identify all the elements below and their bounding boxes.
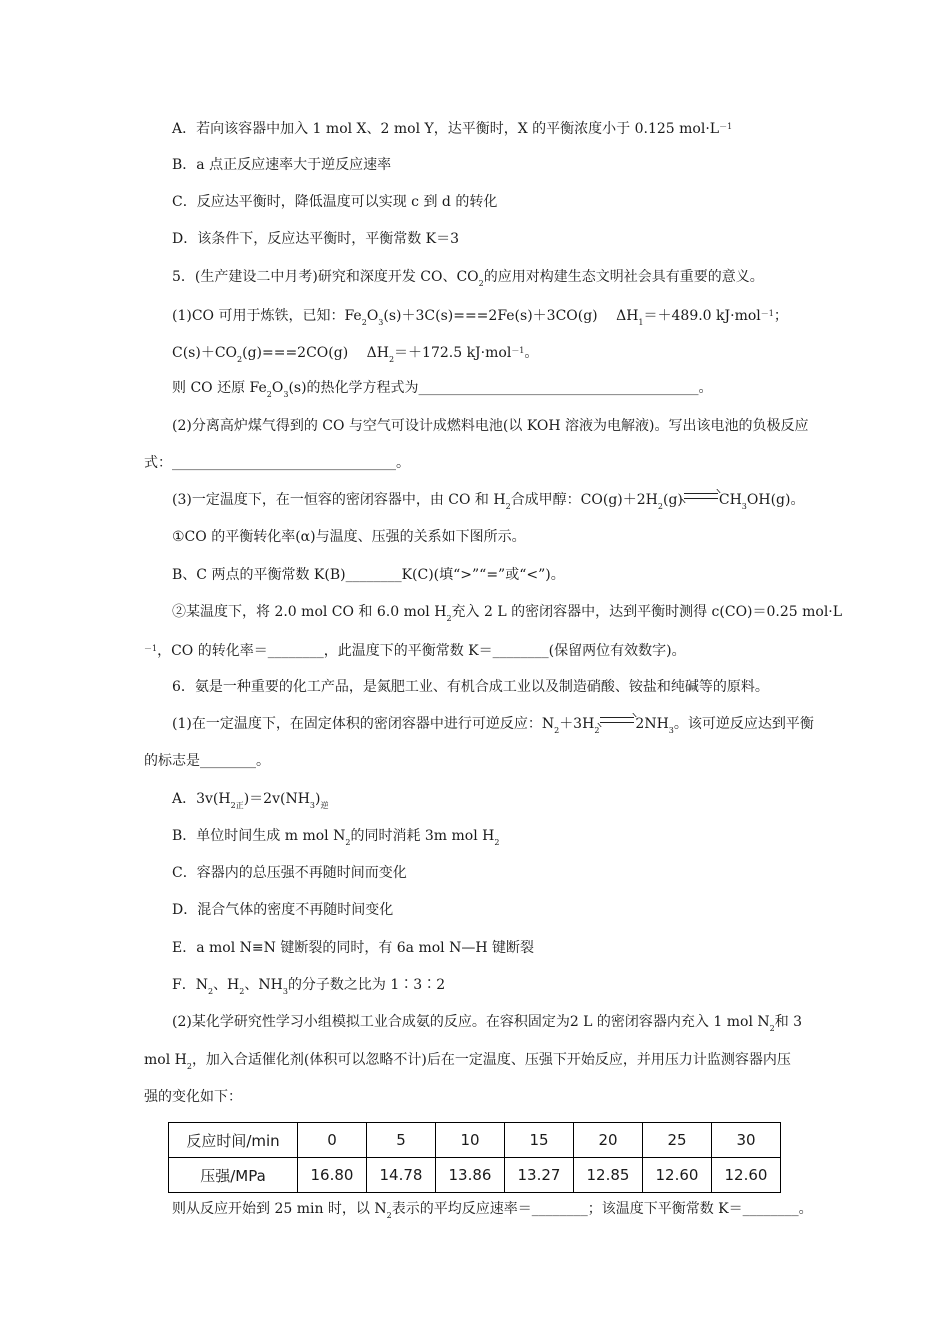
table-cell: 13.86 xyxy=(436,1158,505,1193)
q5-part3-reaction: (3)一定温度下，在一恒容的密闭容器中，由 CO 和 $H_2$合成甲醇：$CO(g)+2H_2(g)$ $CH_3OH(g)$。 xyxy=(172,490,804,517)
table-cell: 5 xyxy=(367,1123,436,1158)
q6-option-b: B．单位时间生成 m mol $N_2$的同时消耗 3m mol $H_2$ xyxy=(172,828,500,847)
table-header-time: 反应时间/min xyxy=(169,1123,298,1158)
q5-part3-sub1-question: B、C 两点的平衡常数 K(B)________K(C)(填“>”“=”或“<”)。 xyxy=(172,567,565,583)
q5-part1-equation1: (1)CO 可用于炼铁，已知：$Fe_2O_3(s)+3C(s)===2Fe(s)+3CO(g)$ $\Delta H_1=+489.0$ kJ·mol$^{-1}$； xyxy=(172,308,788,327)
table-cell: 15 xyxy=(505,1123,574,1158)
q6-option-e: E．a mol N≡N 键断裂的同时，有 6a mol N—H 键断裂 xyxy=(172,940,535,956)
q6-part2-line2: mol $H_2$，加入合适催化剂(体积可以忽略不计)后在一定温度、压强下开始反应，并用压力计监测容器内压 xyxy=(144,1052,791,1071)
q5-part3-sub2-line2: $^{-1}$，CO 的转化率＝________，此温度下的平衡常数 K＝________(保留两位有效数字)。 xyxy=(144,643,686,659)
reversible-arrow-icon xyxy=(684,492,718,502)
q5-part3-sub1: ①CO 的平衡转化率(α)与温度、压强的关系如下图所示。 xyxy=(172,529,526,545)
reversible-arrow-icon xyxy=(600,716,634,726)
table-cell: 30 xyxy=(712,1123,781,1158)
pressure-time-table xyxy=(168,1122,781,1193)
q6-option-a: A．$3v(H_{2正})=2v(NH_3)_逆$ xyxy=(172,791,329,810)
q4-option-c: C．反应达平衡时，降低温度可以实现 c 到 d 的转化 xyxy=(172,194,498,210)
q5-part2-line1: (2)分离高炉煤气得到的 CO 与空气可设计成燃料电池(以 KOH 溶液为电解液)。写出该电池的负极反应 xyxy=(172,418,809,434)
q5-part1-question: 则 CO 还原 $Fe_2O_3(s)$的热化学方程式为________________________________________。 xyxy=(172,380,713,399)
table-cell: 0 xyxy=(298,1123,367,1158)
table-cell: 12.60 xyxy=(712,1158,781,1193)
q6-part2-question: 则从反应开始到 25 min 时，以 $N_2$表示的平均反应速率＝________；该温度下平衡常数 K＝________。 xyxy=(172,1201,813,1220)
q6-stem: 6．氨是一种重要的化工产品，是氮肥工业、有机合成工业以及制造硝酸、铵盐和纯碱等的原料。 xyxy=(172,679,769,695)
q5-part2-line2: 式：________________________________。 xyxy=(144,455,410,471)
table-cell: 16.80 xyxy=(298,1158,367,1193)
q4-option-b: B．a 点正反应速率大于逆反应速率 xyxy=(172,157,392,173)
table-cell: 12.60 xyxy=(643,1158,712,1193)
q4-option-a: A．若向该容器中加入 1 mol X、2 mol Y，达平衡时，X 的平衡浓度小于 0.125 $mol\cdot L^{-1}$ xyxy=(172,121,733,137)
q6-option-d: D．混合气体的密度不再随时间变化 xyxy=(172,902,394,918)
q6-part2-line3: 强的变化如下： xyxy=(144,1089,242,1105)
q6-option-c: C．容器内的总压强不再随时间而变化 xyxy=(172,865,407,881)
q6-part1-line1: (1)在一定温度下，在固定体积的密闭容器中进行可逆反应：$N_2+3H_2$ $2NH_3$。该可逆反应达到平衡 xyxy=(172,714,814,741)
table-cell: 20 xyxy=(574,1123,643,1158)
table-cell: 14.78 xyxy=(367,1158,436,1193)
table-cell: 12.85 xyxy=(574,1158,643,1193)
q6-part1-line2: 的标志是________。 xyxy=(144,753,270,769)
q6-part2-line1: (2)某化学研究性学习小组模拟工业合成氨的反应。在容积固定为2 L 的密闭容器内充入 1 mol $N_2$和 3 xyxy=(172,1014,803,1033)
table-cell: 10 xyxy=(436,1123,505,1158)
table-cell: 13.27 xyxy=(505,1158,574,1193)
table-header-pressure: 压强/MPa xyxy=(169,1158,298,1193)
table-cell: 25 xyxy=(643,1123,712,1158)
q5-stem: 5．(生产建设二中月考)研究和深度开发 CO、$CO_2$的应用对构建生态文明社会具有重要的意义。 xyxy=(172,269,764,288)
q4-option-d: D．该条件下，反应达平衡时，平衡常数 K＝3 xyxy=(172,231,460,247)
table-row-time xyxy=(169,1123,781,1158)
q5-part3-sub2-line1: ②某温度下，将 2.0 mol CO 和 6.0 mol $H_2$充入 2 L 的密闭容器中，达到平衡时测得 c(CO)＝0.25 mol·L xyxy=(172,604,843,623)
q6-option-f: F．$N_2$、$H_2$、$NH_3$的分子数之比为 1∶3∶2 xyxy=(172,977,446,996)
table-row-pressure xyxy=(169,1158,781,1193)
q5-part1-equation2: $C(s)+CO_2(g)===2CO(g)$ $\Delta H_2=+172.5$ kJ·mol$^{-1}$。 xyxy=(172,345,539,364)
